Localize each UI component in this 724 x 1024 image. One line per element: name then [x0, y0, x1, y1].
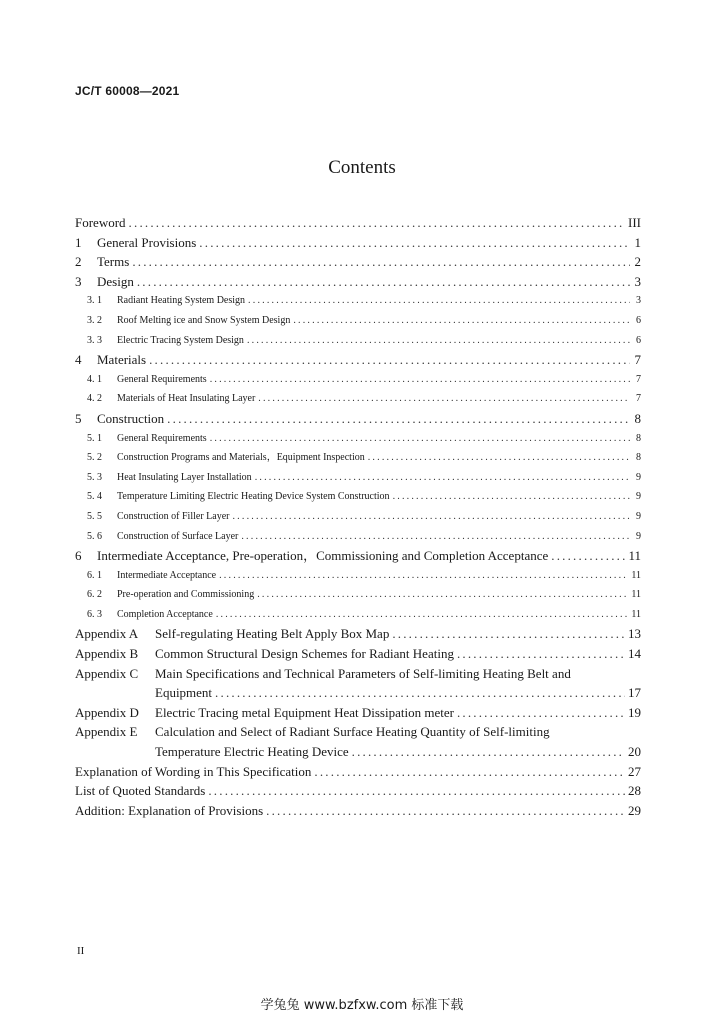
toc-entry-section[interactable]: [75, 487, 641, 507]
toc-entry-page: 11: [628, 548, 641, 564]
toc-entry-page: 28: [628, 783, 641, 799]
leader-dots: [247, 331, 630, 351]
toc-entry-number: Appendix D: [75, 704, 139, 720]
toc-entry-label: Construction: [97, 410, 165, 426]
toc-entry-label: Temperature Electric Heating Device: [155, 744, 349, 760]
toc-entry-section[interactable]: [75, 527, 641, 547]
toc-entry-label: Self-regulating Heating Belt Apply Box Map: [155, 626, 390, 642]
leader-dots: [216, 605, 629, 625]
toc-entry-label: Calculation and Select of Radiant Surface Heating Quantity of Self-limiting: [155, 724, 550, 740]
leader-dots: [208, 781, 625, 801]
toc-entry-page: 29: [628, 802, 641, 818]
toc-entry-page: 17: [628, 685, 641, 701]
toc-entry-number: 6. 1: [87, 569, 102, 581]
toc-entry-label: Foreword: [75, 215, 126, 230]
toc-entry-page: III: [628, 215, 641, 230]
toc-entry-number: 5. 2: [87, 452, 102, 464]
toc-entry-appendix-c[interactable]: [75, 664, 641, 684]
toc-entry-label: Roof Melting ice and Snow System Design: [117, 314, 291, 326]
toc-entry-number: 4: [75, 352, 82, 368]
toc-entry-page: 11: [631, 608, 641, 620]
toc-entry-number: Appendix E: [75, 724, 138, 740]
toc-entry-number: 5. 3: [87, 471, 102, 483]
toc-entry-label: Construction of Filler Layer: [117, 510, 230, 522]
toc-entry-page: 14: [628, 646, 641, 662]
toc-entry-page: 7: [636, 373, 641, 385]
toc-entry-section[interactable]: [75, 331, 641, 351]
toc-entry-number: 6. 3: [87, 608, 102, 620]
leader-dots: [255, 468, 630, 488]
leader-dots: [457, 703, 625, 723]
toc-entry-label: Temperature Limiting Electric Heating Device System Construction: [117, 491, 390, 503]
toc-entry-label: Construction Programs and Materials，Equipment Inspection: [117, 452, 365, 464]
toc-entry-page: 27: [628, 763, 641, 779]
toc-entry-foreword[interactable]: [75, 213, 641, 233]
leader-dots: [167, 409, 630, 429]
toc-entry-label: Intermediate Acceptance: [117, 569, 217, 581]
toc-entry-page: 19: [628, 704, 641, 720]
toc-entry-number: 4. 2: [87, 393, 102, 405]
leader-dots: [210, 370, 630, 390]
toc-entry-chapter[interactable]: [75, 546, 641, 566]
toc-entry-label: Electric Tracing metal Equipment Heat Dissipation meter: [155, 704, 454, 720]
toc-entry-number: 6: [75, 548, 82, 564]
toc-entry-page: 6: [636, 314, 641, 326]
toc-entry-appendix-e-continued[interactable]: [75, 742, 641, 762]
leader-dots: [241, 527, 630, 547]
document-code-header: JC/T 60008—2021: [75, 84, 180, 98]
toc-entry-label: Intermediate Acceptance, Pre-operation，Commissioning and Completion Acceptance: [97, 548, 549, 564]
toc-entry-label: General Provisions: [97, 234, 197, 250]
toc-entry-number: 3. 2: [87, 314, 102, 326]
toc-entry-number: 5. 4: [87, 491, 102, 503]
toc-entry-label: Heat Insulating Layer Installation: [117, 471, 252, 483]
toc-entry-section[interactable]: [75, 291, 641, 311]
toc-entry-label: Common Structural Design Schemes for Radiant Heating: [155, 646, 454, 662]
toc-entry-label: Equipment: [155, 685, 213, 701]
leader-dots: [137, 272, 630, 292]
toc-entry-page: 7: [636, 393, 641, 405]
toc-entry-page: 8: [634, 410, 641, 426]
toc-entry-page: 13: [628, 626, 641, 642]
toc-entry-number: 4. 1: [87, 373, 102, 385]
toc-entry-number: 1: [75, 234, 82, 250]
leader-dots: [132, 252, 630, 272]
toc-entry-label: Electric Tracing System Design: [117, 334, 244, 346]
toc-entry-page: 6: [636, 334, 641, 346]
toc-entry-section[interactable]: [75, 389, 641, 409]
page-number: II: [77, 945, 85, 957]
leader-dots: [551, 546, 625, 566]
toc-entry-number: Appendix C: [75, 665, 139, 681]
toc-entry-explanation-of-wording[interactable]: [75, 762, 641, 782]
leader-dots: [199, 233, 630, 253]
toc-entry-section[interactable]: [75, 429, 641, 449]
toc-entry-label: Addition: Explanation of Provisions: [75, 802, 264, 818]
table-of-contents: [75, 213, 641, 820]
toc-entry-label: General Requirements: [117, 432, 207, 444]
toc-entry-number: 3. 3: [87, 334, 102, 346]
toc-entry-section[interactable]: [75, 507, 641, 527]
leader-dots: [368, 448, 630, 468]
toc-entry-page: 9: [636, 530, 641, 542]
toc-entry-number: Appendix B: [75, 646, 139, 662]
leader-dots: [314, 762, 625, 782]
leader-dots: [257, 585, 628, 605]
toc-entry-appendix-b[interactable]: [75, 644, 641, 664]
toc-entry-addition[interactable]: [75, 801, 641, 821]
toc-entry-page: 3: [636, 295, 641, 307]
leader-dots: [392, 624, 625, 644]
toc-entry-appendix-d[interactable]: [75, 703, 641, 723]
toc-entry-appendix-a[interactable]: [75, 624, 641, 644]
toc-entry-label: Completion Acceptance: [117, 608, 213, 620]
toc-entry-number: 6. 2: [87, 589, 102, 601]
toc-entry-label: Pre-operation and Commissioning: [117, 589, 255, 601]
toc-entry-label: Materials: [97, 352, 147, 368]
toc-entry-label: Main Specifications and Technical Parameters of Self-limiting Heating Belt and: [155, 665, 571, 681]
toc-entry-label: Construction of Surface Layer: [117, 530, 239, 542]
toc-entry-quoted-standards[interactable]: [75, 781, 641, 801]
toc-entry-page: 11: [631, 589, 641, 601]
toc-entry-page: 9: [636, 491, 641, 503]
toc-entry-section[interactable]: [75, 605, 641, 625]
toc-entry-chapter[interactable]: [75, 409, 641, 429]
toc-entry-label: General Requirements: [117, 373, 207, 385]
leader-dots: [393, 487, 630, 507]
leader-dots: [457, 644, 625, 664]
toc-entry-number: 5. 1: [87, 432, 102, 444]
toc-entry-number: 2: [75, 254, 82, 270]
toc-entry-appendix-e[interactable]: [75, 722, 641, 742]
toc-entry-number: 3. 1: [87, 295, 102, 307]
toc-entry-label: Radiant Heating System Design: [117, 295, 246, 307]
leader-dots: [293, 311, 630, 331]
toc-entry-number: 5: [75, 410, 82, 426]
leader-dots: [210, 429, 630, 449]
toc-entry-number: 3: [75, 273, 82, 289]
toc-entry-number: Appendix A: [75, 626, 139, 642]
toc-entry-label: Explanation of Wording in This Specification: [75, 763, 312, 779]
toc-entry-section[interactable]: [75, 370, 641, 390]
leader-dots: [149, 350, 630, 370]
toc-entry-page: 11: [631, 569, 641, 581]
toc-entry-chapter[interactable]: [75, 233, 641, 253]
page-title: Contents: [328, 157, 396, 178]
leader-dots: [219, 566, 628, 586]
leader-dots: [266, 801, 625, 821]
leader-dots: [129, 213, 625, 233]
toc-entry-section[interactable]: [75, 311, 641, 331]
leader-dots: [248, 291, 630, 311]
toc-entry-page: 1: [634, 234, 641, 250]
toc-entry-number: 5. 6: [87, 530, 102, 542]
toc-entry-section[interactable]: [75, 566, 641, 586]
toc-entry-page: 3: [634, 273, 641, 289]
leader-dots: [232, 507, 630, 527]
toc-entry-page: 8: [636, 432, 641, 444]
toc-entry-page: 9: [636, 471, 641, 483]
toc-entry-page: 8: [636, 452, 641, 464]
toc-entry-label: Design: [97, 273, 134, 289]
toc-entry-label: Materials of Heat Insulating Layer: [117, 393, 256, 405]
toc-entry-page: 9: [636, 510, 641, 522]
toc-entry-chapter[interactable]: [75, 350, 641, 370]
toc-entry-chapter[interactable]: [75, 252, 641, 272]
toc-entry-label: List of Quoted Standards: [75, 783, 206, 799]
toc-entry-section[interactable]: [75, 448, 641, 468]
toc-entry-number: 5. 5: [87, 510, 102, 522]
leader-dots: [258, 389, 630, 409]
toc-entry-appendix-c-continued[interactable]: [75, 683, 641, 703]
toc-entry-page: 20: [628, 744, 641, 760]
toc-entry-chapter[interactable]: [75, 272, 641, 292]
toc-entry-label: Terms: [97, 254, 130, 270]
toc-entry-page: 7: [634, 352, 641, 368]
toc-entry-section[interactable]: [75, 585, 641, 605]
leader-dots: [215, 683, 625, 703]
watermark-footer: 学兔兔 www.bzfxw.com 标准下载: [260, 998, 464, 1013]
toc-entry-page: 2: [634, 254, 641, 270]
leader-dots: [352, 742, 625, 762]
toc-entry-section[interactable]: [75, 468, 641, 488]
